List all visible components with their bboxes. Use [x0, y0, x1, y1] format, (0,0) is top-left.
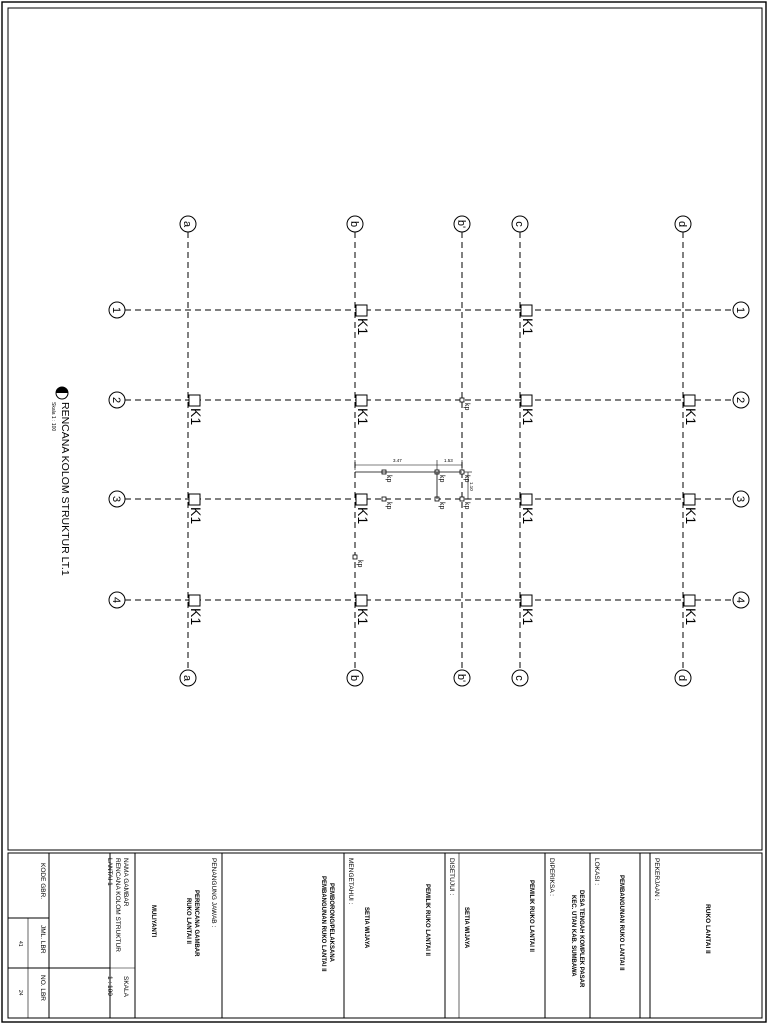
column-k1-label: K1: [520, 408, 536, 426]
drawing-scale: Skala 1 : 100: [50, 402, 56, 432]
disetujui-value: SETIA WIJAYA: [463, 907, 469, 949]
disetujui-sub: PEMILIK RUKO LANTAI II: [424, 884, 430, 956]
column-kp-label: kp: [463, 403, 470, 411]
grid-bubble-right: 2: [734, 396, 746, 404]
no-lbr-label: NO. LBR: [39, 975, 46, 1002]
disetujui-label: DISETUJUI :: [448, 858, 455, 896]
pemborong-line1: PEMBORONG/PELAKSANA: [328, 883, 334, 963]
column-k1: [189, 595, 200, 606]
jml-lbr-value: 41: [17, 941, 23, 947]
drawing-frame: [8, 8, 762, 850]
column-k1-label: K1: [355, 408, 371, 426]
column-k1-label: K1: [520, 608, 536, 626]
lokasi-label: LOKASI :: [593, 858, 600, 886]
pekerjaan-value: PEMBANGUNAN RUKO LANTAI II: [618, 875, 624, 971]
pekerjaan-label: PEKERJAAN :: [653, 858, 660, 901]
column-k1: [684, 595, 695, 606]
column-kp-label: kp: [356, 560, 363, 568]
grid-bubble-right: 1: [734, 306, 746, 314]
column-kp-label: kp: [463, 475, 470, 483]
column-k1-label: K1: [520, 318, 536, 336]
grid-bubble-bottom: c: [513, 675, 525, 681]
column-k1-label: K1: [355, 507, 371, 525]
grid-bubble-right: 4: [734, 596, 746, 604]
column-k1: [521, 305, 532, 316]
grid-bubble-bottom: b': [455, 673, 467, 683]
dimension-label: 3.47: [393, 458, 402, 463]
grid-bubble-left: 2: [110, 396, 122, 404]
column-kp: [460, 398, 464, 402]
grid-bubble-bottom: a: [181, 674, 193, 682]
nama-gambar-line1: RENCANA KOLOM STRUKTUR: [114, 858, 121, 952]
column-kp-label: kp: [385, 475, 392, 483]
column-kp-label: kp: [463, 502, 470, 510]
lokasi-line2: KEC. UTAN KAB. SUMBAWA: [570, 895, 576, 977]
title-block: [8, 853, 762, 1018]
column-k1-label: K1: [683, 408, 699, 426]
column-k1-label: K1: [683, 608, 699, 626]
jml-lbr-label: JML. LBR: [39, 925, 46, 954]
column-k1-label: K1: [520, 507, 536, 525]
column-k1-label: K1: [355, 318, 371, 336]
column-kp-label: kp: [385, 502, 392, 510]
grid-bubble-top: b': [455, 219, 467, 229]
drawing-title-group: [50, 387, 71, 576]
column-kp: [353, 555, 357, 559]
kode-gbr-label: KODE GBR.: [39, 863, 46, 900]
diperiksa-label: DIPERIKSA :: [548, 858, 555, 896]
plan-drawing: [109, 216, 749, 686]
grid-bubble-right: 3: [734, 495, 746, 503]
column-kp-label: kp: [438, 475, 445, 483]
column-k1: [189, 395, 200, 406]
grid-bubble-left: 1: [110, 306, 122, 314]
project-name: RUKO LANTAI II: [704, 904, 711, 954]
column-kp: [460, 497, 464, 501]
column-k1: [356, 494, 367, 505]
column-kp-label: kp: [438, 502, 445, 510]
pemborong-line2: PEMBANGUNAN RUKO LANTAI II: [320, 876, 326, 972]
column-k1-label: K1: [188, 507, 204, 525]
grid-bubble-left: 4: [110, 596, 122, 604]
column-k1-label: K1: [355, 608, 371, 626]
column-k1-label: K1: [188, 608, 204, 626]
grid-bubble-top: b: [348, 220, 360, 228]
title-marker-fill: [56, 387, 68, 393]
nama-gambar-line2: LANTAI 1: [106, 858, 113, 886]
column-k1: [684, 494, 695, 505]
penanggung-label: PENANGUNG JAWAB :: [210, 858, 217, 928]
lokasi-line1: DESA TENGAH KOMPLEK PASAR: [578, 890, 584, 988]
nama-perencana: MULIYANTI: [150, 905, 156, 938]
grid-bubble-bottom: d: [676, 674, 688, 682]
column-k1-label: K1: [188, 408, 204, 426]
grid-bubble-bottom: b: [348, 674, 360, 682]
grid-bubble-top: a: [181, 220, 193, 228]
grid-bubble-top: c: [513, 221, 525, 227]
perencana-line2: RUKO LANTAI II: [185, 898, 191, 944]
grid-bubble-left: 3: [110, 495, 122, 503]
column-k1: [684, 395, 695, 406]
column-k1: [189, 494, 200, 505]
perencana-line1: PERENCANA GAMBAR: [193, 890, 199, 957]
grid-bubble-top: d: [676, 220, 688, 228]
dimension-label: 1.10: [469, 482, 474, 491]
skala-value: 1 : 100: [106, 976, 113, 996]
nama-gambar-label: NAMA GAMBAR: [122, 858, 129, 907]
column-k1: [356, 595, 367, 606]
mengetahui-value: SETIA WIJAYA: [363, 907, 369, 949]
column-k1: [521, 395, 532, 406]
column-k1-label: K1: [683, 507, 699, 525]
skala-label: SKALA: [122, 976, 129, 997]
mengetahui-label: MENGETAHUI :: [347, 858, 354, 905]
no-lbr-value: 24: [17, 990, 23, 996]
column-k1: [521, 595, 532, 606]
column-k1: [356, 395, 367, 406]
dimension-label: 1.53: [444, 458, 453, 463]
column-kp: [382, 497, 386, 501]
column-k1: [521, 494, 532, 505]
column-k1: [356, 305, 367, 316]
diperiksa-value: PEMILIK RUKO LANTAI II: [528, 880, 534, 952]
drawing-title: RENCANA KOLOM STRUKTUR LT.1: [59, 402, 71, 576]
